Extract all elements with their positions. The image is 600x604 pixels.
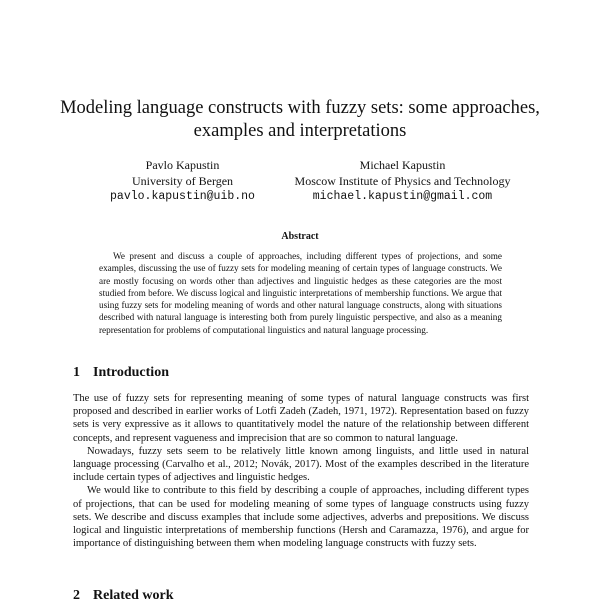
abstract-heading: Abstract (281, 231, 319, 242)
paragraph: The use of fuzzy sets for representing meaning of some types of natural language constructs was first proposed and described in earlier works of Lotfi Zadeh (Zadeh, 1971, 1972). Representation based on fuzzy sets is very expressive as it allows to quantitatively model the nature of the relationship between different concepts, and represent vagueness and imprecision that are so common to natural language. (73, 393, 529, 444)
author-block-1 (90, 157, 275, 205)
author-affiliation: University of Bergen (131, 174, 234, 188)
introduction-body (73, 392, 529, 550)
author-email: pavlo.kapustin@uib.no (110, 190, 255, 203)
author-affiliation: Moscow Institute of Physics and Technology (294, 174, 511, 188)
paper-title: Modeling language constructs with fuzzy sets: some approaches, examples and interpretations (60, 98, 540, 141)
author-name: Pavlo Kapustin (145, 158, 220, 172)
section-title: Introduction (93, 365, 169, 380)
section-heading-related-work (73, 588, 174, 604)
paragraph: Nowadays, fuzzy sets seem to be relatively little known among linguists, and little used in natural language processing (Carvalho et al., 2012; Novák, 2017). Most of the examples described in the literature include certain types of adjectives and linguistic hedges. (73, 445, 529, 484)
abstract-text: We present and discuss a couple of approaches, including different types of projections, and some examples, discussing the use of fuzzy sets for modeling meaning of certain types of language constructs. We are mostly focusing on words other than adjectives and linguistic hedges as these categories are the most studied from before. We discuss logical and linguistic interpretations of membership functions. We argue that using fuzzy sets for modeling meaning of words and other natural language constructs, along with situations described with natural language is interesting both from purely linguistic perspective, and also as a meaning representation for problems of computational linguistics and natural language processing. (99, 251, 502, 335)
paragraph: We would like to contribute to this field by describing a couple of approaches, including different types of projections, that can be used for modeling meaning of some types of language constructs using fuzzy sets. We describe and discuss examples that include some adjectives, adverbs and prepositions. We discuss logical and linguistic interpretations of membership functions (Hersh and Caramazza, 1976), and argue for importance of distinguishing between them when modeling language constructs with fuzzy sets. (73, 485, 529, 550)
author-name: Michael Kapustin (359, 158, 446, 172)
section-title: Related work (93, 588, 174, 603)
section-number: 1 (73, 365, 80, 380)
section-heading-introduction (73, 365, 169, 381)
author-email: michael.kapustin@gmail.com (312, 190, 493, 203)
author-block-2 (270, 157, 535, 205)
section-number: 2 (73, 588, 80, 603)
